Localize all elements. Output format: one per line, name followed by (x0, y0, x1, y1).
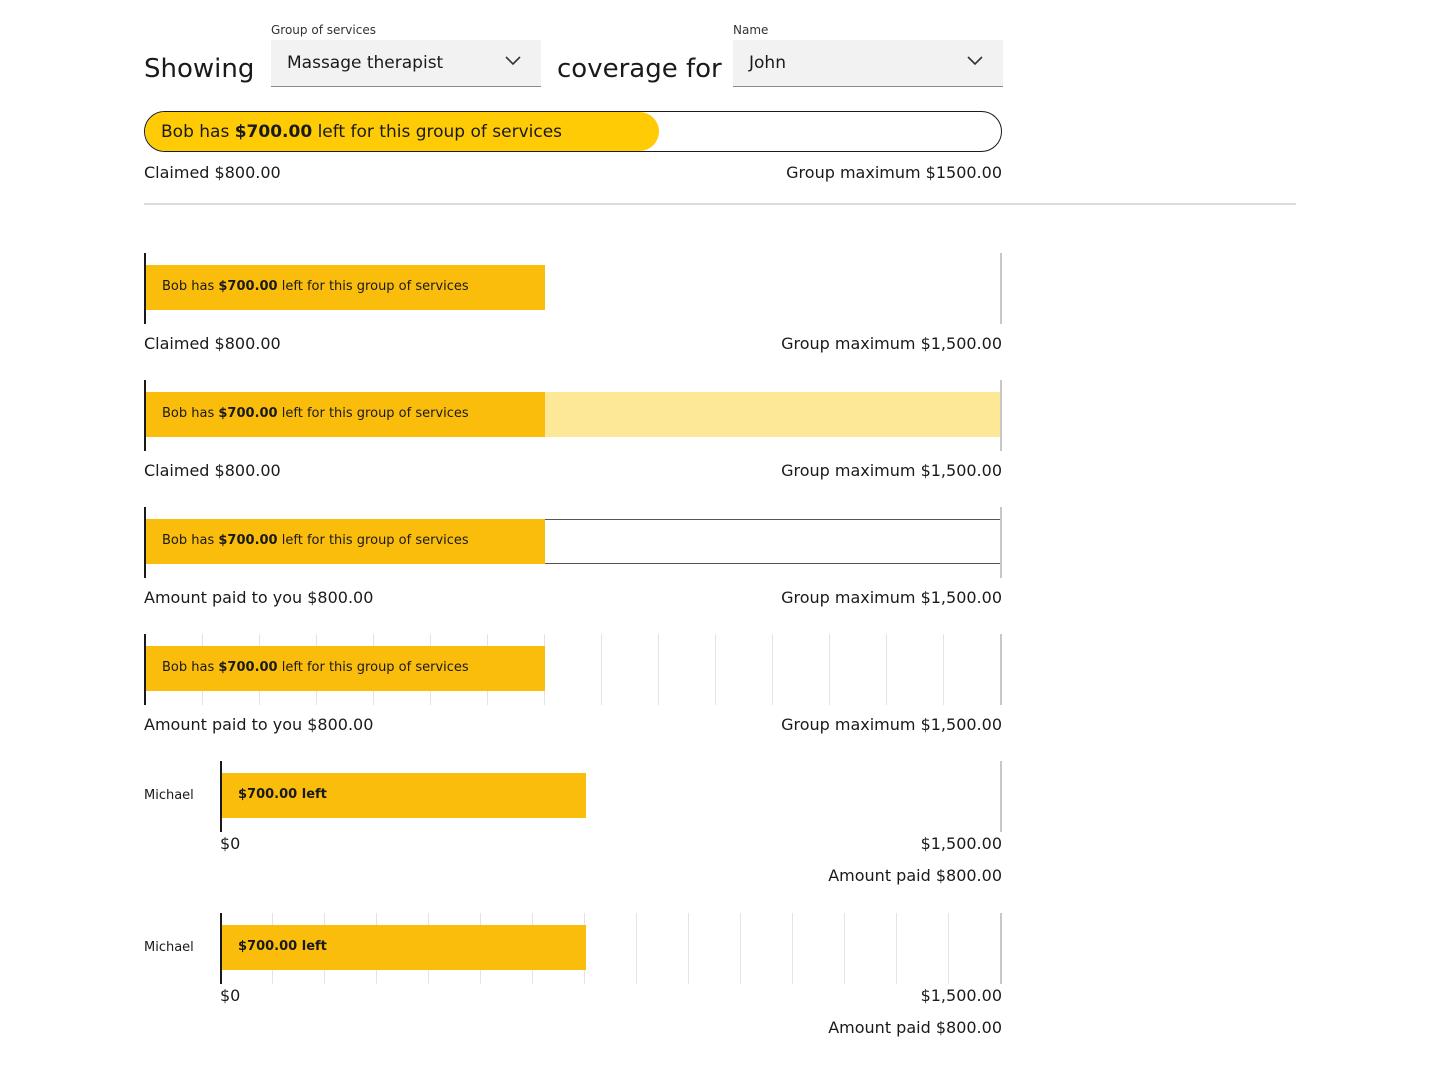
grid-tick (688, 913, 689, 984)
group-select[interactable] (271, 40, 541, 87)
bar-text: Bob has $700.00 left for this group of services (162, 406, 469, 421)
variant-bar-3 (144, 507, 1002, 578)
coverage-progress-pill (144, 111, 1002, 152)
name-select-value: John (749, 53, 786, 73)
grid-tick (829, 634, 830, 705)
right-caption: Group maximum $1,500.00 (781, 588, 1002, 607)
axis-end-line (1000, 380, 1002, 451)
paid-caption: Amount paid $800.00 (828, 866, 1002, 885)
grid-tick (792, 913, 793, 984)
group-field-label: Group of services (271, 23, 376, 37)
grid-tick (948, 913, 949, 984)
variant-bar-2 (144, 380, 1002, 451)
grid-tick (772, 634, 773, 705)
right-caption: Group maximum $1,500.00 (781, 334, 1002, 353)
left-caption: Amount paid to you $800.00 (144, 715, 374, 734)
claimed-caption: Claimed $800.00 (144, 163, 281, 182)
chevron-down-icon (505, 56, 521, 66)
grid-tick (886, 634, 887, 705)
axis-end-line (1000, 913, 1002, 984)
left-caption: Amount paid to you $800.00 (144, 588, 374, 607)
bar-text: Bob has $700.00 left for this group of services (162, 660, 469, 675)
name-select[interactable] (733, 40, 1003, 87)
axis-end-line (1000, 507, 1002, 578)
bar-text: $700.00 left (238, 787, 327, 802)
grid-tick (601, 634, 602, 705)
showing-label: Showing (144, 54, 255, 84)
grid-tick (715, 634, 716, 705)
axis-min-label: $0 (220, 834, 241, 853)
bar-text: Bob has $700.00 left for this group of services (162, 279, 469, 294)
grid-tick (636, 913, 637, 984)
axis-end-line (1000, 253, 1002, 324)
person-name: Michael (144, 940, 194, 955)
pill-text: Bob has $700.00 left for this group of services (161, 122, 563, 142)
person-name: Michael (144, 788, 194, 803)
variant-bar-4 (144, 634, 1002, 705)
bar-text: Bob has $700.00 left for this group of services (162, 533, 469, 548)
person-bar-1 (220, 761, 1002, 832)
grid-tick (844, 913, 845, 984)
axis-max-label: $1,500.00 (920, 834, 1002, 853)
coverage-label: coverage for (557, 54, 722, 84)
axis-end-line (1000, 634, 1002, 705)
grid-tick (896, 913, 897, 984)
paid-caption: Amount paid $800.00 (828, 1018, 1002, 1037)
section-divider (144, 203, 1296, 205)
person-bar-2 (220, 913, 1002, 984)
group-max-caption: Group maximum $1500.00 (786, 163, 1002, 182)
grid-tick (658, 634, 659, 705)
bar-text: $700.00 left (238, 939, 327, 954)
grid-tick (943, 634, 944, 705)
right-caption: Group maximum $1,500.00 (781, 715, 1002, 734)
left-caption: Claimed $800.00 (144, 461, 281, 480)
variant-bar-1 (144, 253, 1002, 324)
grid-tick (740, 913, 741, 984)
left-caption: Claimed $800.00 (144, 334, 281, 353)
axis-min-label: $0 (220, 986, 241, 1005)
axis-end-line (1000, 761, 1002, 832)
group-select-value: Massage therapist (287, 53, 444, 73)
axis-max-label: $1,500.00 (920, 986, 1002, 1005)
right-caption: Group maximum $1,500.00 (781, 461, 1002, 480)
name-field-label: Name (733, 23, 769, 37)
chevron-down-icon (967, 56, 983, 66)
